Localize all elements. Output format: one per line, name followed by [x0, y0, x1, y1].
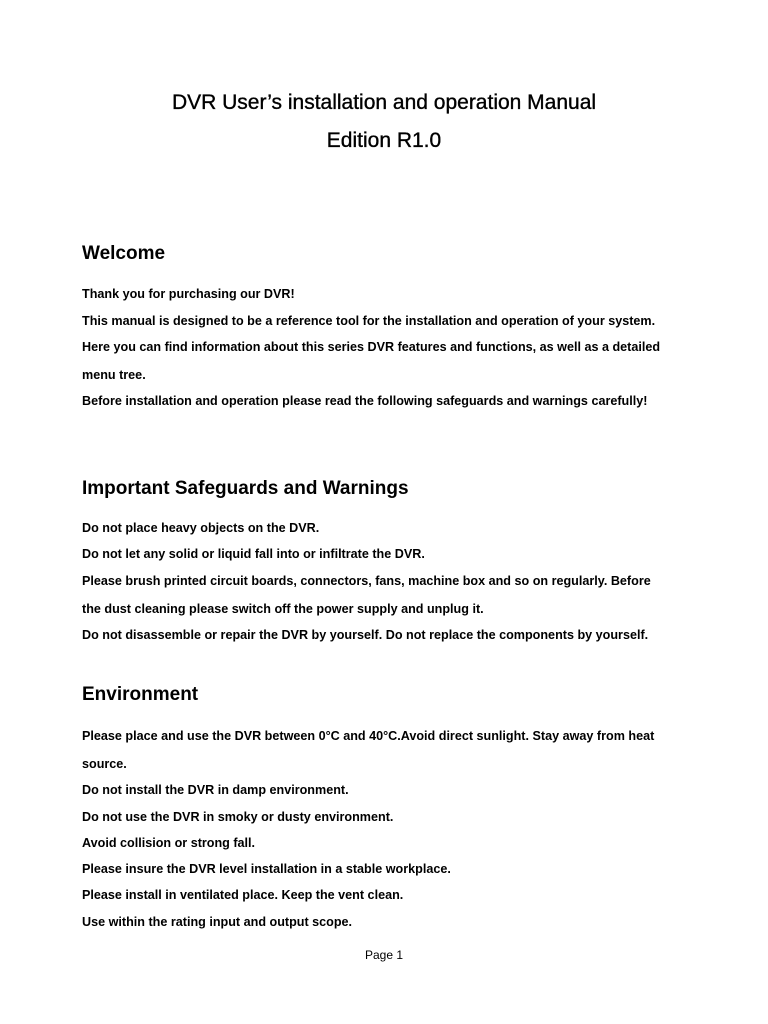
welcome-line: menu tree.: [82, 368, 146, 382]
environment-line: Please place and use the DVR between 0°C and 40°C.Avoid direct sunlight. Stay away from heat: [82, 729, 655, 743]
welcome-line: Before installation and operation please read the following safeguards and warnings carefully!: [82, 394, 648, 408]
safeguards-line: Do not let any solid or liquid fall into or infiltrate the DVR.: [82, 547, 425, 561]
page-number: Page 1: [364, 948, 404, 962]
safeguards-line: Do not place heavy objects on the DVR.: [82, 521, 320, 535]
safeguards-line: the dust cleaning please switch off the power supply and unplug it.: [82, 602, 484, 616]
welcome-line: Thank you for purchasing our DVR!: [82, 287, 295, 301]
welcome-line: Here you can find information about this series DVR features and functions, as well as a detailed: [82, 340, 661, 354]
environment-line: Avoid collision or strong fall.: [82, 836, 256, 850]
safeguards-line: Do not disassemble or repair the DVR by yourself. Do not replace the components by yourself.: [82, 628, 649, 642]
safeguards-line: Please brush printed circuit boards, connectors, fans, machine box and so on regularly. Before: [82, 574, 651, 588]
welcome-line: This manual is designed to be a reference tool for the installation and operation of your system.: [82, 314, 656, 328]
document-edition: Edition R1.0: [326, 129, 442, 152]
welcome-heading: Welcome: [82, 243, 166, 264]
document-title: DVR User’s installation and operation Manual: [171, 91, 597, 114]
environment-line: Please install in ventilated place. Keep the vent clean.: [82, 888, 404, 902]
environment-line: Please insure the DVR level installation in a stable workplace.: [82, 862, 451, 876]
environment-line: Do not install the DVR in damp environment.: [82, 783, 349, 797]
safeguards-heading: Important Safeguards and Warnings: [82, 478, 409, 499]
environment-line: Do not use the DVR in smoky or dusty environment.: [82, 810, 394, 824]
environment-line: Use within the rating input and output scope.: [82, 915, 353, 929]
environment-line: source.: [82, 757, 127, 771]
environment-heading: Environment: [82, 684, 199, 705]
